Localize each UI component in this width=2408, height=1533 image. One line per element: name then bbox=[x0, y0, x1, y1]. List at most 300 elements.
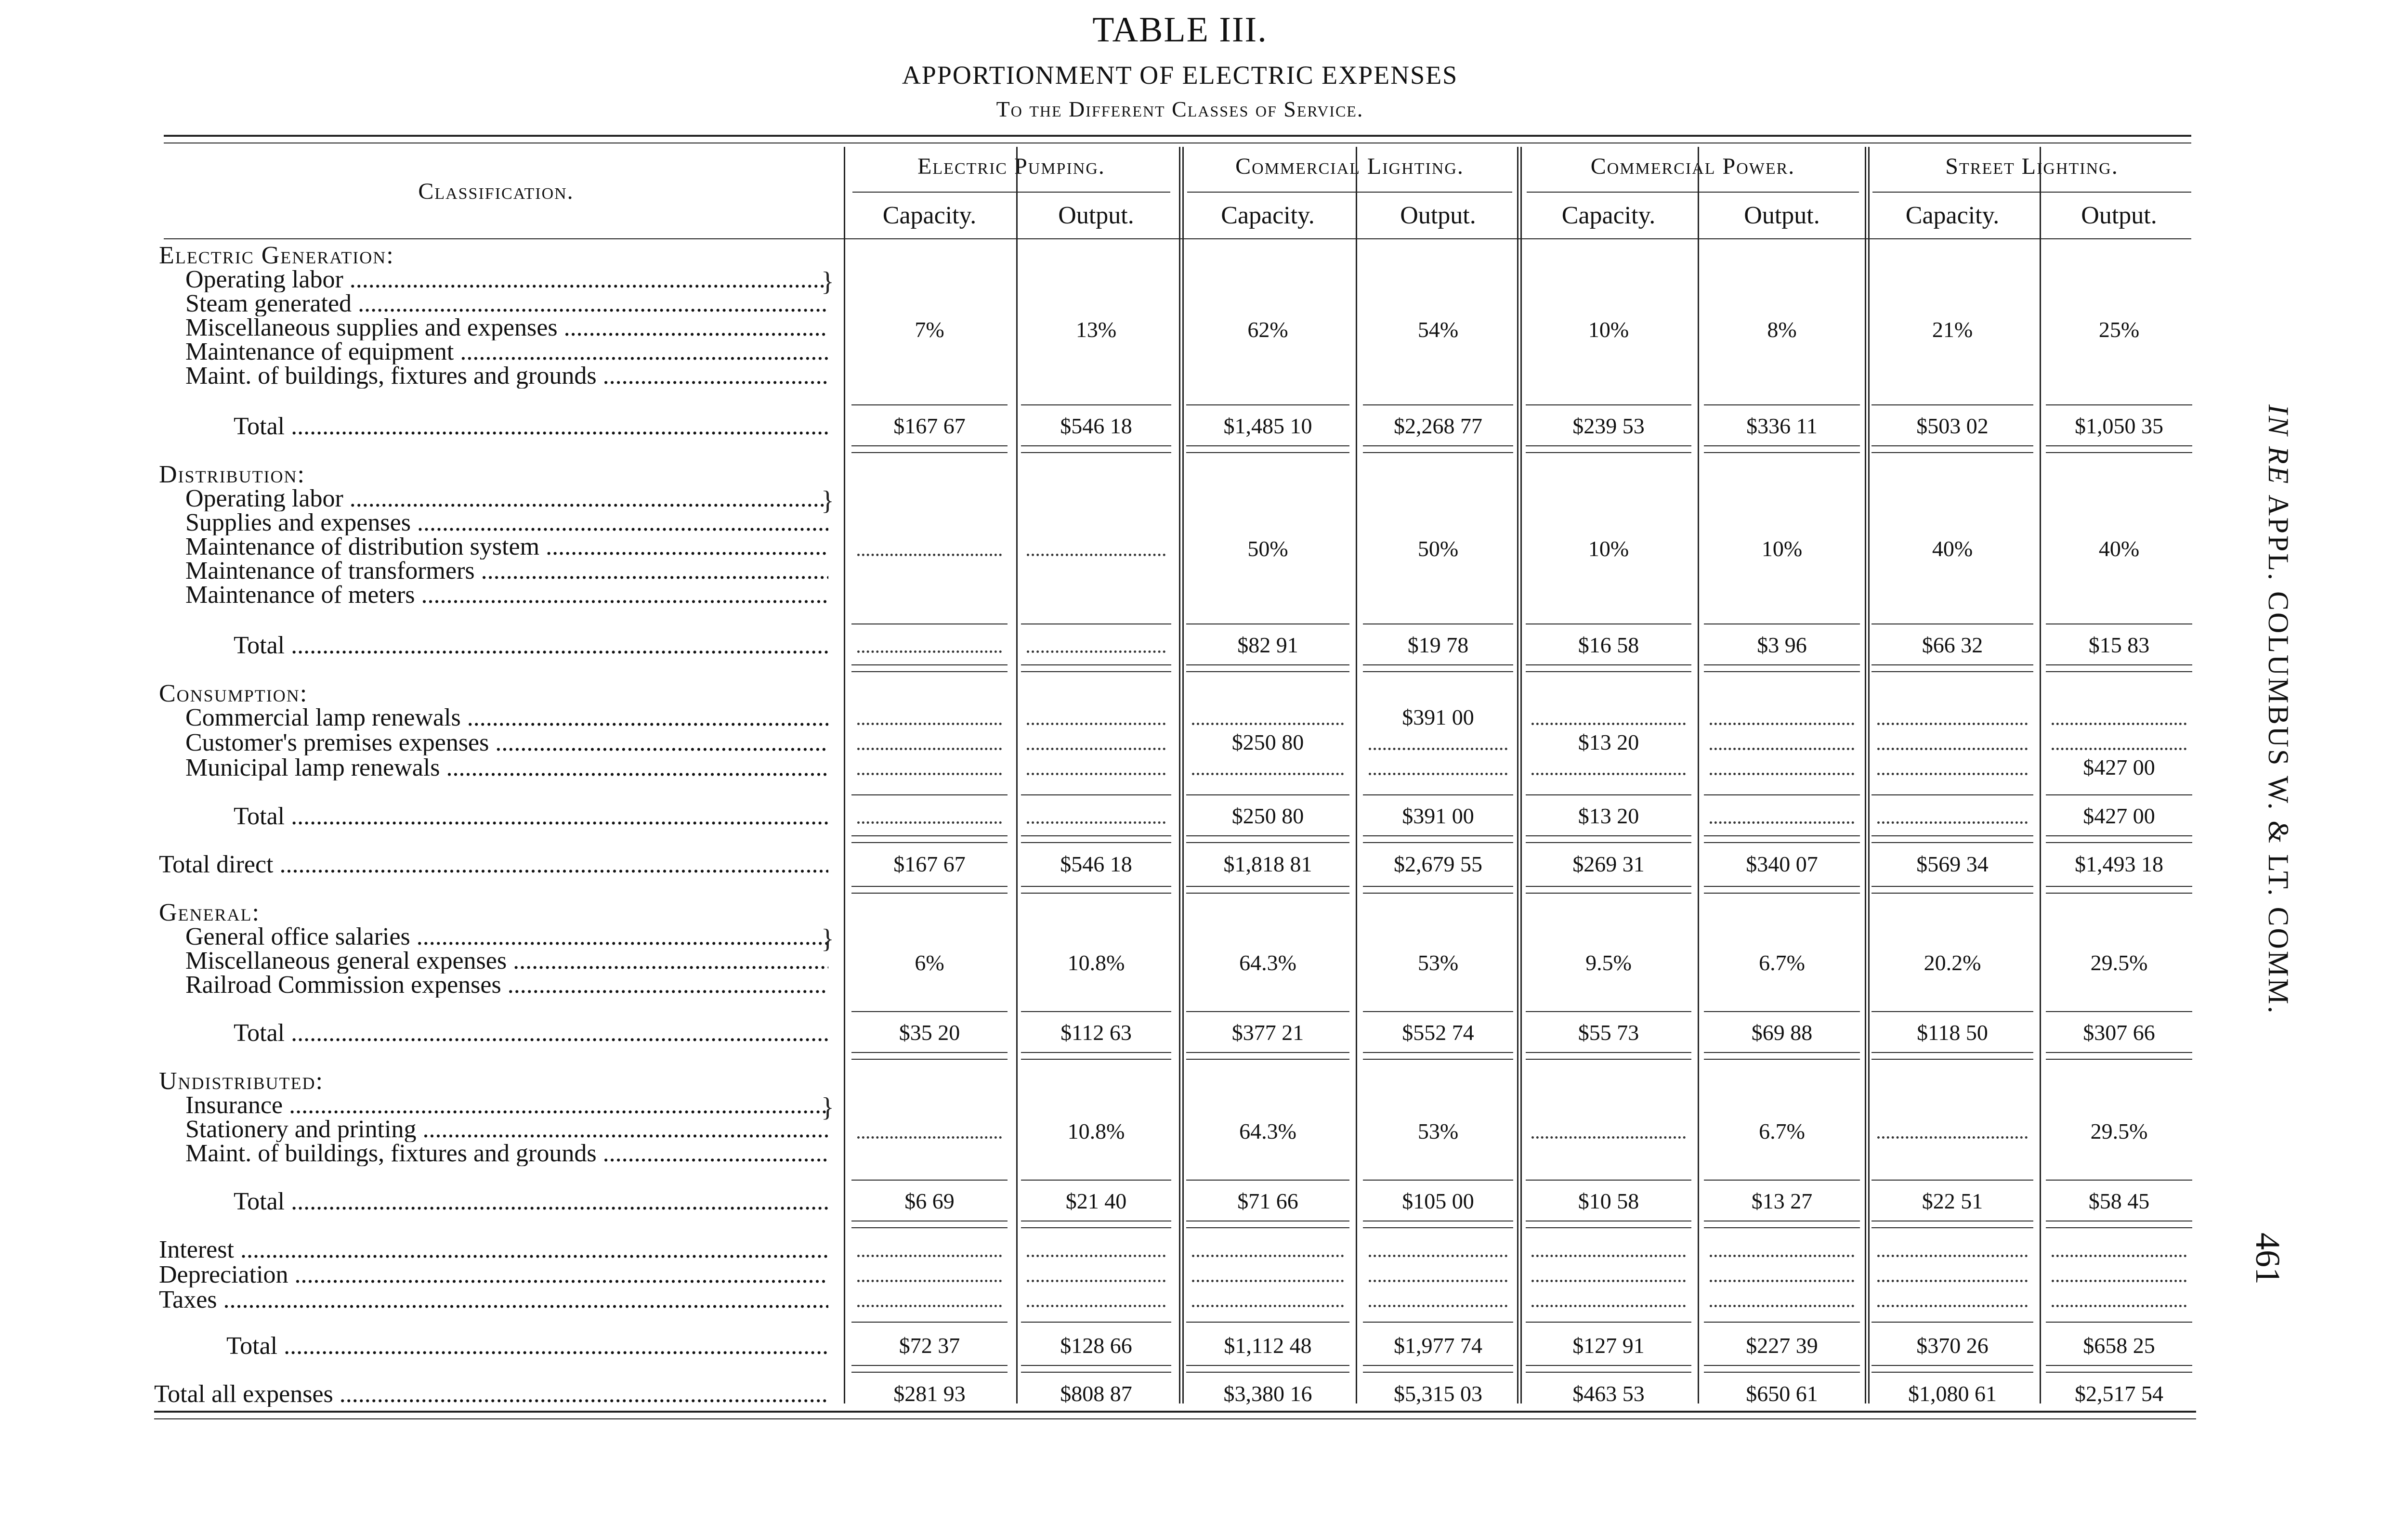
total-direct-cell: $2,679 55 bbox=[1394, 852, 1482, 876]
percent-empty bbox=[857, 554, 1002, 556]
total-cell: $391 00 bbox=[1402, 804, 1474, 828]
total-cell: $55 73 bbox=[1578, 1021, 1639, 1045]
percent-cell: 21% bbox=[1932, 318, 1973, 342]
consumption-empty bbox=[1192, 723, 1344, 725]
cell-rule bbox=[1021, 835, 1171, 836]
percent-cell: 40% bbox=[1932, 537, 1973, 561]
cell-rule bbox=[851, 1011, 1008, 1012]
row-label: Commercial lamp renewals ..... bbox=[185, 705, 828, 730]
bottom-rule-thin bbox=[154, 1418, 2196, 1419]
cell-rule bbox=[1526, 1227, 1691, 1228]
section-heading-general: General: bbox=[159, 900, 260, 925]
percent-cell: 10.8% bbox=[1067, 1119, 1125, 1143]
percent-cell: 10% bbox=[1588, 318, 1629, 342]
total-label: Total ..... bbox=[226, 1334, 828, 1359]
fixed-empty bbox=[1192, 1280, 1344, 1282]
fixed-empty bbox=[2052, 1305, 2186, 1307]
cell-rule bbox=[851, 1322, 1008, 1323]
cell-rule bbox=[1704, 893, 1860, 894]
total-cell: $3 96 bbox=[1757, 633, 1807, 657]
cell-rule bbox=[851, 886, 1008, 887]
cell-rule bbox=[2046, 842, 2192, 843]
cell-rule bbox=[1526, 1372, 1691, 1373]
cell-rule bbox=[1186, 1052, 1349, 1053]
cell-rule bbox=[1871, 842, 2033, 843]
cell-rule bbox=[1526, 671, 1691, 672]
total-cell: $128 66 bbox=[1060, 1334, 1132, 1358]
page-number: 461 bbox=[2249, 1233, 2287, 1285]
percent-cell: 29.5% bbox=[2090, 951, 2148, 975]
cell-rule bbox=[1871, 452, 2033, 453]
row-label: Insurance ..... bbox=[185, 1093, 828, 1118]
cell-rule bbox=[851, 445, 1008, 446]
column-rule bbox=[1356, 147, 1357, 1403]
percent-cell: 53% bbox=[1417, 951, 1459, 975]
total-direct-cell: $569 34 bbox=[1916, 852, 1989, 876]
total-empty bbox=[857, 650, 1002, 653]
total-cell: $22 51 bbox=[1922, 1189, 1983, 1213]
cell-rule bbox=[1871, 1372, 2033, 1373]
total-cell: $1,112 48 bbox=[1224, 1334, 1312, 1358]
consumption-empty bbox=[857, 773, 1002, 775]
consumption-empty bbox=[857, 748, 1002, 750]
cell-rule bbox=[1363, 1227, 1513, 1228]
cell-rule bbox=[1186, 1011, 1349, 1012]
cell-rule bbox=[1186, 1365, 1349, 1366]
section-heading-consumption: Consumption: bbox=[159, 681, 308, 706]
total-cell: $2,268 77 bbox=[1394, 414, 1482, 438]
cell-rule bbox=[851, 1227, 1008, 1228]
cell-rule bbox=[1704, 671, 1860, 672]
subcolumn-header: Output. bbox=[2081, 202, 2157, 229]
total-cell: $6 69 bbox=[904, 1189, 955, 1213]
cell-rule bbox=[1704, 842, 1860, 843]
row-label: Maintenance of distribution system ..... bbox=[185, 534, 828, 559]
total-label: Total ..... bbox=[234, 804, 828, 829]
cell-rule bbox=[1186, 886, 1349, 887]
cell-rule bbox=[1704, 664, 1860, 665]
top-rule bbox=[164, 135, 2191, 137]
percent-cell: 50% bbox=[1247, 537, 1288, 561]
total-cell: $427 00 bbox=[2083, 804, 2155, 828]
cell-rule bbox=[1186, 452, 1349, 453]
total-cell: $552 74 bbox=[1402, 1021, 1474, 1045]
cell-rule bbox=[1021, 1322, 1171, 1323]
total-all-cell: $2,517 54 bbox=[2075, 1382, 2163, 1406]
total-all-cell: $650 61 bbox=[1746, 1382, 1818, 1406]
total-cell: $227 39 bbox=[1746, 1334, 1818, 1358]
cell-rule bbox=[1186, 1180, 1349, 1181]
percent-cell: 13% bbox=[1075, 318, 1117, 342]
cell-rule bbox=[1704, 1052, 1860, 1053]
cell-rule bbox=[1363, 1372, 1513, 1373]
consumption-empty bbox=[1369, 773, 1507, 775]
total-empty bbox=[1027, 821, 1165, 824]
subcolumn-header: Capacity. bbox=[1221, 202, 1315, 229]
cell-rule bbox=[1526, 452, 1691, 453]
cell-rule bbox=[851, 1365, 1008, 1366]
cell-rule bbox=[1186, 842, 1349, 843]
cell-rule bbox=[1186, 1059, 1349, 1060]
cell-rule bbox=[1704, 1059, 1860, 1060]
row-label: General office salaries ..... bbox=[185, 924, 828, 949]
row-label: Supplies and expenses ..... bbox=[185, 510, 828, 535]
consumption-empty bbox=[1369, 748, 1507, 750]
cell-rule bbox=[1363, 893, 1513, 894]
table-subtitle-secondary: To the Different Classes of Service. bbox=[996, 97, 1364, 121]
total-all-cell: $5,315 03 bbox=[1394, 1382, 1482, 1406]
total-cell: $82 91 bbox=[1237, 633, 1298, 657]
cell-rule bbox=[1526, 1011, 1691, 1012]
cell-rule bbox=[1363, 1365, 1513, 1366]
cell-rule bbox=[2046, 893, 2192, 894]
cell-rule bbox=[2046, 1227, 2192, 1228]
total-label: Total ..... bbox=[234, 633, 828, 658]
cell-rule bbox=[1704, 1227, 1860, 1228]
brace-bracket: } bbox=[821, 486, 834, 516]
cell-rule bbox=[1526, 1059, 1691, 1060]
cell-rule bbox=[1021, 404, 1171, 405]
total-cell: $370 26 bbox=[1916, 1334, 1989, 1358]
cell-rule bbox=[1704, 1322, 1860, 1323]
fixed-empty bbox=[857, 1255, 1002, 1257]
cell-rule bbox=[1871, 886, 2033, 887]
classification-header: Classification. bbox=[418, 179, 574, 204]
total-direct-cell: $167 67 bbox=[893, 852, 966, 876]
consumption-empty bbox=[1710, 723, 1854, 725]
cell-rule bbox=[1526, 794, 1691, 795]
cell-rule bbox=[1363, 1180, 1513, 1181]
consumption-empty bbox=[2052, 723, 2186, 725]
cell-rule bbox=[1526, 1180, 1691, 1181]
column-rule bbox=[1179, 147, 1180, 1403]
cell-rule bbox=[1871, 1322, 2033, 1323]
subcolumn-header: Capacity. bbox=[1905, 202, 2000, 229]
cell-rule bbox=[1704, 452, 1860, 453]
cell-rule bbox=[2046, 1365, 2192, 1366]
column-group-header: Street Lighting. bbox=[1945, 154, 2119, 179]
percent-cell: 64.3% bbox=[1239, 1119, 1296, 1143]
consumption-empty bbox=[1027, 748, 1165, 750]
fixed-empty bbox=[1877, 1280, 2028, 1282]
cell-rule bbox=[1704, 886, 1860, 887]
row-label: Municipal lamp renewals ..... bbox=[185, 755, 828, 780]
cell-rule bbox=[851, 664, 1008, 665]
total-cell: $72 37 bbox=[899, 1334, 960, 1358]
brace-bracket: } bbox=[821, 924, 834, 954]
total-cell: $71 66 bbox=[1237, 1189, 1298, 1213]
cell-rule bbox=[851, 1052, 1008, 1053]
cell-rule bbox=[1021, 1372, 1171, 1373]
cell-rule bbox=[1363, 671, 1513, 672]
row-label: Maint. of buildings, fixtures and grounds ..... bbox=[185, 364, 828, 389]
consumption-cell: $427 00 bbox=[2083, 755, 2155, 779]
cell-rule bbox=[1021, 445, 1171, 446]
group-underline bbox=[1187, 192, 1512, 193]
cell-rule bbox=[1186, 1322, 1349, 1323]
total-cell: $10 58 bbox=[1578, 1189, 1639, 1213]
cell-rule bbox=[1526, 445, 1691, 446]
cell-rule bbox=[1704, 1011, 1860, 1012]
section-heading-undistributed: Undistributed: bbox=[159, 1069, 324, 1094]
row-label: Maintenance of meters ..... bbox=[185, 583, 828, 608]
cell-rule bbox=[1871, 1052, 2033, 1053]
total-cell: $658 25 bbox=[2083, 1334, 2155, 1358]
cell-rule bbox=[2046, 1372, 2192, 1373]
cell-rule bbox=[1363, 794, 1513, 795]
consumption-empty bbox=[1192, 773, 1344, 775]
total-cell: $503 02 bbox=[1916, 414, 1989, 438]
total-label: Total ..... bbox=[234, 414, 828, 439]
row-label: Steam generated ..... bbox=[185, 291, 828, 316]
cell-rule bbox=[1021, 671, 1171, 672]
cell-rule bbox=[2046, 1052, 2192, 1053]
subcolumn-header: Capacity. bbox=[882, 202, 977, 229]
marginal-italic: IN RE bbox=[2263, 404, 2294, 486]
total-cell: $35 20 bbox=[899, 1021, 960, 1045]
cell-rule bbox=[1526, 886, 1691, 887]
total-all-cell: $808 87 bbox=[1060, 1382, 1132, 1406]
cell-rule bbox=[1871, 1365, 2033, 1366]
percent-cell: 6.7% bbox=[1759, 1119, 1805, 1143]
total-cell: $112 63 bbox=[1060, 1021, 1132, 1045]
cell-rule bbox=[1021, 452, 1171, 453]
fixed-empty bbox=[857, 1305, 1002, 1307]
group-underline bbox=[852, 192, 1170, 193]
column-rule bbox=[844, 147, 845, 1403]
row-label: Interest ..... bbox=[159, 1237, 828, 1262]
cell-rule bbox=[1871, 664, 2033, 665]
consumption-cell: $250 80 bbox=[1231, 730, 1304, 754]
total-cell: $1,977 74 bbox=[1394, 1334, 1482, 1358]
consumption-empty bbox=[1531, 773, 1686, 775]
row-label: Depreciation ..... bbox=[159, 1262, 828, 1287]
cell-rule bbox=[1186, 404, 1349, 405]
cell-rule bbox=[1363, 452, 1513, 453]
row-label: Maintenance of equipment ..... bbox=[185, 339, 828, 364]
cell-rule bbox=[1021, 1052, 1171, 1053]
subcolumn-header: Capacity. bbox=[1561, 202, 1656, 229]
total-direct-cell: $1,493 18 bbox=[2075, 852, 2163, 876]
cell-rule bbox=[2046, 886, 2192, 887]
cell-rule bbox=[1186, 445, 1349, 446]
cell-rule bbox=[1871, 404, 2033, 405]
consumption-cell: $13 20 bbox=[1578, 730, 1639, 754]
cell-rule bbox=[1363, 404, 1513, 405]
cell-rule bbox=[1871, 893, 2033, 894]
cell-rule bbox=[1704, 1365, 1860, 1366]
consumption-empty bbox=[1710, 748, 1854, 750]
cell-rule bbox=[1186, 794, 1349, 795]
total-cell: $250 80 bbox=[1231, 804, 1304, 828]
cell-rule bbox=[851, 671, 1008, 672]
column-rule bbox=[1517, 147, 1518, 1403]
cell-rule bbox=[1186, 1227, 1349, 1228]
total-empty bbox=[857, 821, 1002, 824]
total-direct-label: Total direct ..... bbox=[159, 852, 828, 877]
total-direct-cell: $340 07 bbox=[1746, 852, 1818, 876]
percent-cell: 7% bbox=[915, 318, 944, 342]
cell-rule bbox=[1526, 664, 1691, 665]
cell-rule bbox=[1871, 1059, 2033, 1060]
cell-rule bbox=[1363, 664, 1513, 665]
consumption-empty bbox=[1877, 723, 2028, 725]
fixed-empty bbox=[1027, 1305, 1165, 1307]
row-label: Miscellaneous supplies and expenses ..... bbox=[185, 315, 828, 340]
total-cell: $21 40 bbox=[1065, 1189, 1127, 1213]
cell-rule bbox=[1021, 1059, 1171, 1060]
total-all-expenses-label: Total all expenses ..... bbox=[154, 1382, 828, 1407]
cell-rule bbox=[2046, 445, 2192, 446]
cell-rule bbox=[1526, 842, 1691, 843]
row-label: Operating labor ..... bbox=[185, 486, 828, 511]
cell-rule bbox=[1021, 1365, 1171, 1366]
total-cell: $1,050 35 bbox=[2075, 414, 2163, 438]
cell-rule bbox=[1021, 1180, 1171, 1181]
fixed-empty bbox=[1710, 1280, 1854, 1282]
total-cell: $239 53 bbox=[1572, 414, 1645, 438]
cell-rule bbox=[1363, 1011, 1513, 1012]
row-label: Customer's premises expenses ..... bbox=[185, 730, 828, 755]
row-label: Operating labor ..... bbox=[185, 267, 828, 292]
cell-rule bbox=[851, 404, 1008, 405]
total-direct-cell: $269 31 bbox=[1572, 852, 1645, 876]
subcolumn-header: Output. bbox=[1400, 202, 1476, 229]
cell-rule bbox=[1871, 1011, 2033, 1012]
column-group-header: Commercial Lighting. bbox=[1235, 154, 1464, 179]
cell-rule bbox=[851, 1059, 1008, 1060]
cell-rule bbox=[1186, 1372, 1349, 1373]
header-bottom-rule bbox=[164, 238, 2191, 239]
brace-bracket: } bbox=[821, 267, 834, 297]
cell-rule bbox=[1021, 893, 1171, 894]
cell-rule bbox=[1021, 886, 1171, 887]
cell-rule bbox=[2046, 452, 2192, 453]
percent-cell: 50% bbox=[1417, 537, 1459, 561]
total-cell: $127 91 bbox=[1572, 1334, 1645, 1358]
cell-rule bbox=[1704, 1372, 1860, 1373]
percent-cell: 6% bbox=[915, 951, 944, 975]
total-cell: $13 20 bbox=[1578, 804, 1639, 828]
total-cell: $19 78 bbox=[1407, 633, 1469, 657]
marginal-running-head bbox=[2223, 404, 2295, 1059]
total-cell: $336 11 bbox=[1746, 414, 1818, 438]
cell-rule bbox=[851, 1372, 1008, 1373]
total-cell: $105 00 bbox=[1402, 1189, 1474, 1213]
fixed-empty bbox=[1877, 1255, 2028, 1257]
cell-rule bbox=[1526, 1365, 1691, 1366]
fixed-empty bbox=[1192, 1305, 1344, 1307]
cell-rule bbox=[1704, 445, 1860, 446]
total-cell: $13 27 bbox=[1751, 1189, 1813, 1213]
group-underline bbox=[1872, 192, 2191, 193]
subcolumn-header: Output. bbox=[1744, 202, 1820, 229]
percent-cell: 9.5% bbox=[1585, 951, 1632, 975]
fixed-empty bbox=[857, 1280, 1002, 1282]
cell-rule bbox=[1021, 664, 1171, 665]
consumption-empty bbox=[857, 723, 1002, 725]
subcolumn-header: Output. bbox=[1058, 202, 1134, 229]
total-all-cell: $1,080 61 bbox=[1908, 1382, 1997, 1406]
cell-rule bbox=[851, 835, 1008, 836]
column-group-header: Electric Pumping. bbox=[917, 154, 1105, 179]
percent-cell: 10% bbox=[1588, 537, 1629, 561]
cell-rule bbox=[1021, 1011, 1171, 1012]
percent-cell: 25% bbox=[2098, 318, 2140, 342]
total-direct-cell: $1,818 81 bbox=[1223, 852, 1312, 876]
cell-rule bbox=[1363, 1322, 1513, 1323]
fixed-empty bbox=[1531, 1305, 1686, 1307]
percent-cell: 8% bbox=[1767, 318, 1797, 342]
cell-rule bbox=[2046, 404, 2192, 405]
cell-rule bbox=[1186, 664, 1349, 665]
cell-rule bbox=[851, 842, 1008, 843]
total-cell: $15 83 bbox=[2088, 633, 2150, 657]
cell-rule bbox=[1526, 404, 1691, 405]
consumption-empty bbox=[1877, 748, 2028, 750]
cell-rule bbox=[851, 893, 1008, 894]
cell-rule bbox=[1704, 1180, 1860, 1181]
section-heading-electric-generation: Electric Generation: bbox=[159, 243, 394, 268]
cell-rule bbox=[851, 794, 1008, 795]
total-cell: $16 58 bbox=[1578, 633, 1639, 657]
row-label: Maintenance of transformers ..... bbox=[185, 559, 828, 584]
total-empty bbox=[1877, 821, 2028, 824]
total-cell: $66 32 bbox=[1922, 633, 1983, 657]
cell-rule bbox=[1704, 794, 1860, 795]
table-title: TABLE III. bbox=[1092, 10, 1268, 50]
total-empty bbox=[1710, 821, 1854, 824]
cell-rule bbox=[1871, 835, 2033, 836]
cell-rule bbox=[2046, 1011, 2192, 1012]
cell-rule bbox=[1363, 835, 1513, 836]
total-cell: $167 67 bbox=[893, 414, 966, 438]
total-all-cell: $281 93 bbox=[893, 1382, 966, 1406]
table-subtitle: APPORTIONMENT OF ELECTRIC EXPENSES bbox=[902, 61, 1458, 90]
fixed-empty bbox=[2052, 1255, 2186, 1257]
cell-rule bbox=[2046, 671, 2192, 672]
percent-empty bbox=[1027, 554, 1165, 556]
cell-rule bbox=[1526, 1052, 1691, 1053]
cell-rule bbox=[1363, 1059, 1513, 1060]
consumption-empty bbox=[1710, 773, 1854, 775]
cell-rule bbox=[2046, 835, 2192, 836]
cell-rule bbox=[2046, 1180, 2192, 1181]
fixed-empty bbox=[1710, 1255, 1854, 1257]
percent-cell: 40% bbox=[2098, 537, 2140, 561]
total-cell: $58 45 bbox=[2088, 1189, 2150, 1213]
total-cell: $307 66 bbox=[2083, 1021, 2155, 1045]
percent-cell: 29.5% bbox=[2090, 1119, 2148, 1143]
cell-rule bbox=[2046, 664, 2192, 665]
cell-rule bbox=[1871, 671, 2033, 672]
bottom-rule bbox=[154, 1411, 2196, 1413]
row-label: Railroad Commission expenses ..... bbox=[185, 973, 828, 998]
row-label: Miscellaneous general expenses ..... bbox=[185, 948, 828, 974]
fixed-empty bbox=[1531, 1280, 1686, 1282]
percent-cell: 10.8% bbox=[1067, 951, 1125, 975]
total-cell: $377 21 bbox=[1231, 1021, 1304, 1045]
fixed-empty bbox=[2052, 1280, 2186, 1282]
total-label: Total ..... bbox=[234, 1021, 828, 1046]
fixed-empty bbox=[1369, 1255, 1507, 1257]
cell-rule bbox=[1363, 445, 1513, 446]
cell-rule bbox=[1526, 893, 1691, 894]
total-cell: $1,485 10 bbox=[1223, 414, 1312, 438]
percent-cell: 62% bbox=[1247, 318, 1288, 342]
percent-cell: 53% bbox=[1417, 1119, 1459, 1143]
percent-cell: 54% bbox=[1417, 318, 1459, 342]
